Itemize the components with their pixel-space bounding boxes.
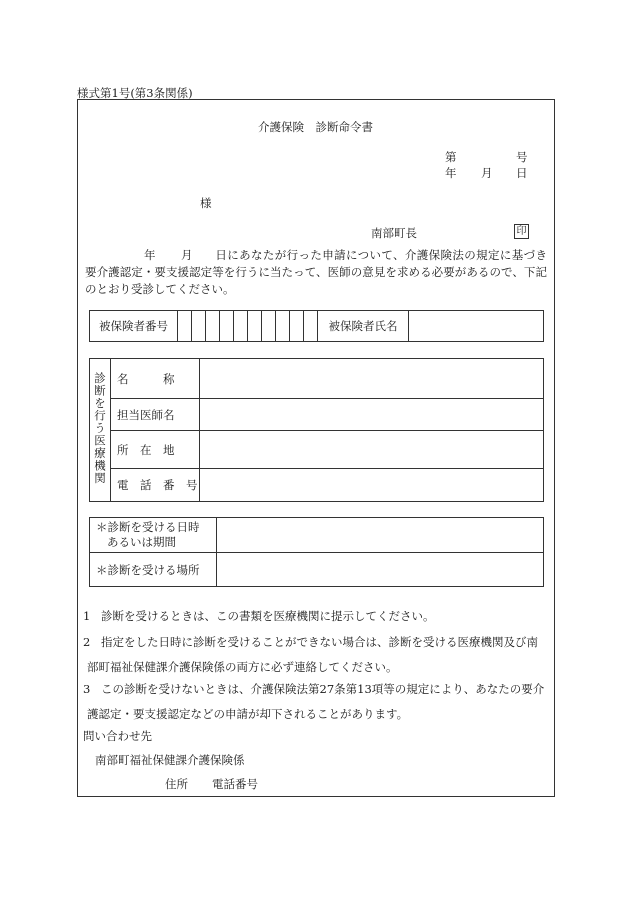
issuer-name: 南部町長 bbox=[371, 226, 417, 240]
institution-name-value[interactable] bbox=[200, 359, 544, 399]
doc-date-day: 日 bbox=[516, 166, 528, 180]
form-title: 介護保険 診断命令書 bbox=[258, 120, 373, 134]
place-value[interactable] bbox=[217, 553, 544, 587]
body-text: 日にあなたが行った申請について、介護保険法の規定に基づき要介護認定・要支援認定等を行うに当たって、医師の意見を求める必要があるので、下記のとおり受診してください。 bbox=[85, 248, 547, 296]
insured-name-value[interactable] bbox=[409, 311, 544, 342]
body-month: 月 bbox=[181, 248, 193, 262]
insured-table bbox=[89, 310, 544, 342]
datetime-value[interactable] bbox=[217, 518, 544, 553]
institution-group-text: 診断を行う医療機関 bbox=[93, 372, 107, 485]
institution-address-value[interactable] bbox=[200, 431, 544, 469]
doc-number-suffix: 号 bbox=[516, 150, 528, 164]
contact-address-label: 住所 bbox=[165, 777, 188, 791]
form-number: 様式第1号(第3条関係) bbox=[77, 86, 193, 100]
institution-phone-value[interactable] bbox=[200, 469, 544, 502]
note-3-line1: この診断を受けないときは、介護保険法第27条第13項等の規定により、あなたの要介 bbox=[101, 682, 545, 696]
insured-number-cell[interactable] bbox=[234, 311, 248, 342]
insured-number-label: 被保険者番号 bbox=[90, 311, 178, 342]
institution-phone-label: 電 話 番 号 bbox=[111, 469, 200, 502]
doctor-name-value[interactable] bbox=[200, 399, 544, 431]
addressee-suffix: 様 bbox=[200, 196, 212, 210]
datetime-label-line2: あるいは期間 bbox=[107, 535, 176, 549]
insured-number-cell[interactable] bbox=[220, 311, 234, 342]
datetime-label-line1: ＊診断を受ける日時 bbox=[96, 520, 200, 534]
note-1-line1: 診断を受けるときは、この書類を医療機関に提示してください。 bbox=[101, 609, 435, 623]
contact-office: 南部町福祉保健課介護保険係 bbox=[95, 753, 245, 767]
note-3 bbox=[83, 679, 553, 725]
body-paragraph bbox=[85, 247, 547, 298]
institution-group-label bbox=[90, 359, 111, 502]
note-2 bbox=[83, 632, 553, 678]
note-2-number: 2 bbox=[83, 635, 91, 649]
doctor-name-label: 担当医師名 bbox=[111, 399, 200, 431]
seal-box: 印 bbox=[514, 224, 529, 239]
insured-number-cell[interactable] bbox=[248, 311, 262, 342]
note-3-line2: 護認定・要支援認定などの申請が却下されることがあります。 bbox=[87, 707, 409, 721]
contact-heading: 問い合わせ先 bbox=[83, 729, 152, 743]
doc-date-month: 月 bbox=[481, 166, 493, 180]
note-1 bbox=[83, 606, 553, 627]
place-label: ＊診断を受ける場所 bbox=[90, 553, 217, 587]
note-3-number: 3 bbox=[83, 682, 91, 696]
datetime-label bbox=[90, 518, 217, 553]
institution-table bbox=[89, 358, 544, 502]
insured-number-cell[interactable] bbox=[276, 311, 290, 342]
institution-address-label: 所 在 地 bbox=[111, 431, 200, 469]
doc-number-prefix: 第 bbox=[445, 150, 457, 164]
note-2-line1: 指定をした日時に診断を受けることができない場合は、診断を受ける医療機関及び南 bbox=[101, 635, 538, 649]
insured-number-cell[interactable] bbox=[262, 311, 276, 342]
insured-name-label: 被保険者氏名 bbox=[318, 311, 409, 342]
schedule-table bbox=[89, 517, 544, 587]
doc-date-year: 年 bbox=[445, 166, 457, 180]
insured-number-cell[interactable] bbox=[290, 311, 304, 342]
insured-number-cell[interactable] bbox=[192, 311, 206, 342]
seal-mark bbox=[514, 223, 529, 239]
note-1-number: 1 bbox=[83, 609, 91, 623]
insured-number-cell[interactable] bbox=[206, 311, 220, 342]
institution-name-label: 名 称 bbox=[111, 359, 200, 399]
contact-phone-label: 電話番号 bbox=[212, 777, 258, 791]
insured-number-cell[interactable] bbox=[178, 311, 192, 342]
insured-number-cell[interactable] bbox=[304, 311, 318, 342]
note-2-line2: 部町福祉保健課介護保険係の両方に必ず連絡してください。 bbox=[87, 660, 398, 674]
body-year: 年 bbox=[144, 248, 156, 262]
